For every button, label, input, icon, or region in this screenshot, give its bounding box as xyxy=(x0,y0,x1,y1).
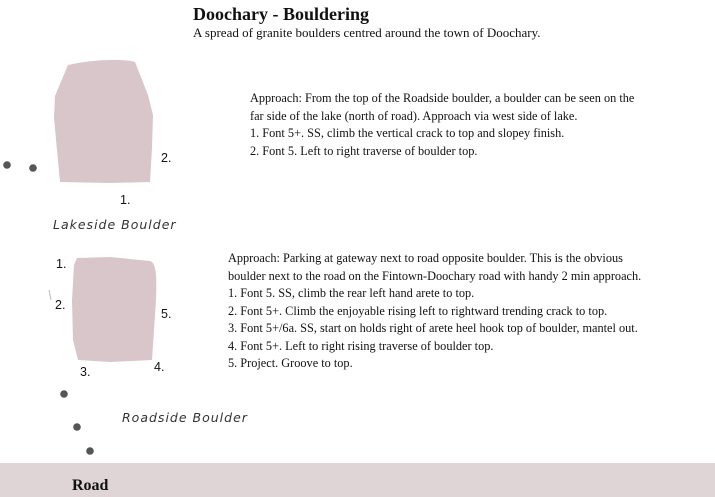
roadside-marker-2: 2. xyxy=(55,298,66,312)
lakeside-problem: 2. Font 5. Left to right traverse of boulder top. xyxy=(250,143,478,158)
edge-mark xyxy=(49,290,51,300)
page-title: Doochary - Bouldering xyxy=(193,4,370,24)
lakeside-approach-line: Approach: From the top of the Roadside boulder, a boulder can be seen on the xyxy=(250,91,635,105)
roadside-approach-line: boulder next to the road on the Fintown-Doochary road with handy 2 min approach. xyxy=(228,268,642,283)
page-subtitle: A spread of granite boulders centred around the town of Doochary. xyxy=(193,25,541,40)
lakeside-boulder-shape xyxy=(54,60,153,183)
path-dot xyxy=(73,423,81,431)
lakeside-problem: 1. Font 5+. SS, climb the vertical crack to top and slopey finish. xyxy=(250,126,565,140)
roadside-problem: 1. Font 5. SS, climb the rear left hand arete to top. xyxy=(228,286,475,300)
roadside-boulder-shape xyxy=(72,257,156,362)
path-dot xyxy=(60,390,68,398)
roadside-problem: 3. Font 5+/6a. SS, start on holds right of arete heel hook top of boulder, mantel out. xyxy=(228,321,638,335)
lakeside-marker-1: 1. xyxy=(120,193,131,207)
lakeside-description xyxy=(250,90,634,160)
roadside-description xyxy=(228,250,641,373)
roadside-approach-line: Approach: Parking at gateway next to road opposite boulder. This is the obvious xyxy=(228,251,623,265)
lakeside-marker-2: 2. xyxy=(161,151,172,165)
road-label: Road xyxy=(72,477,109,494)
path-dot xyxy=(3,161,11,169)
roadside-marker-3: 3. xyxy=(80,365,91,379)
roadside-marker-1: 1. xyxy=(56,257,67,271)
roadside-boulder-label: Roadside Boulder xyxy=(122,410,248,425)
roadside-problem: 2. Font 5+. Climb the enjoyable rising left to rightward trending crack to top. xyxy=(228,303,608,318)
path-dot xyxy=(86,447,94,455)
roadside-problem: 5. Project. Groove to top. xyxy=(228,356,353,370)
roadside-marker-4: 4. xyxy=(154,360,165,374)
lakeside-boulder-label: Lakeside Boulder xyxy=(53,217,177,232)
roadside-problem: 4. Font 5+. Left to right rising traverse of boulder top. xyxy=(228,338,494,353)
path-dot xyxy=(29,164,37,172)
roadside-marker-5: 5. xyxy=(161,307,172,321)
lakeside-approach-line: far side of the lake (north of road). Approach via west side of lake. xyxy=(250,108,578,123)
